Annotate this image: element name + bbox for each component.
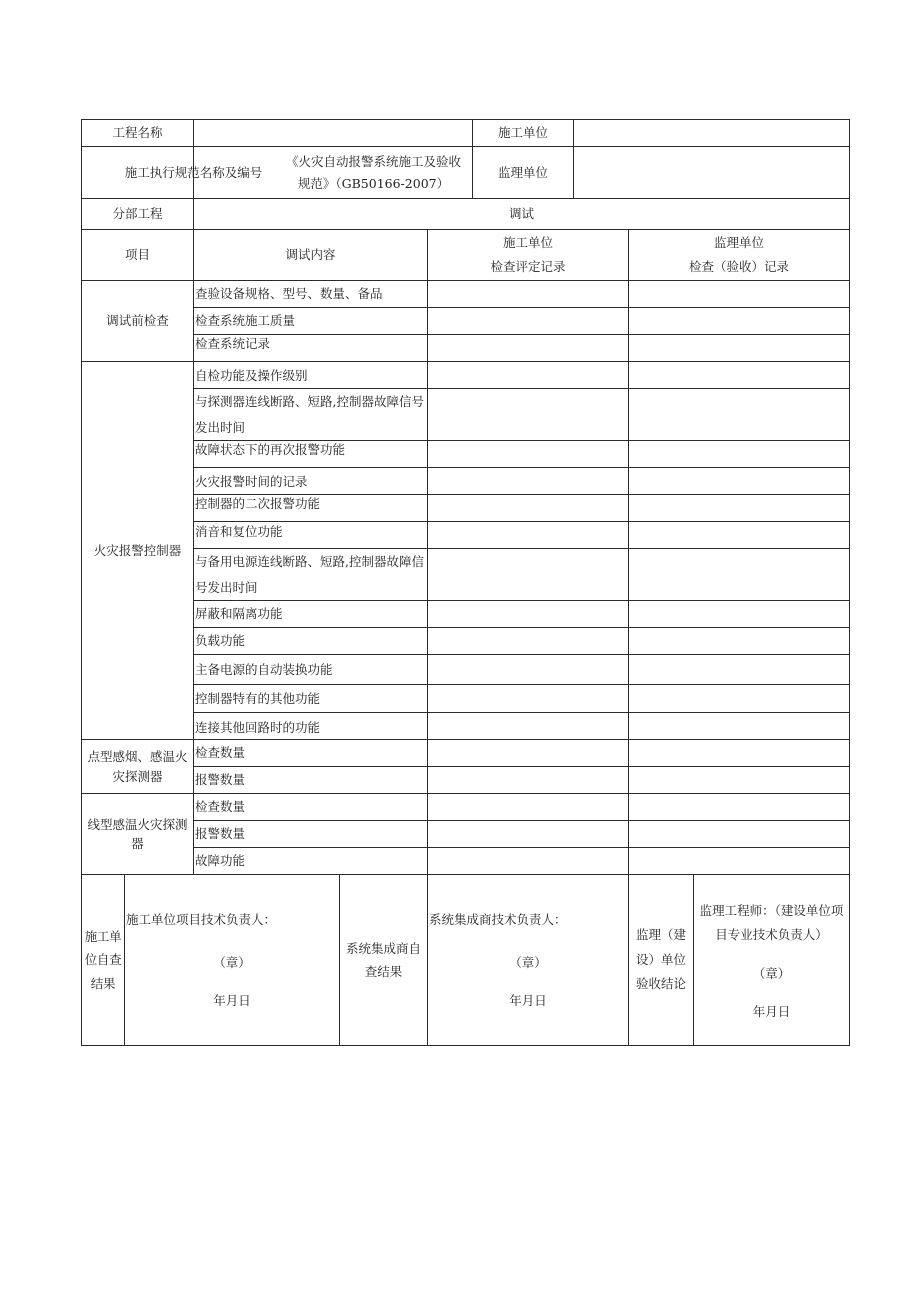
self-check-label: 施工单位自查结果 — [84, 929, 122, 991]
check-item: 控制器特有的其他功能 — [195, 690, 321, 706]
check-item: 连接其他回路时的功能 — [195, 719, 321, 735]
column-header-content: 调试内容 — [285, 247, 336, 263]
group-label-point-detector: 点型感烟、感温火灾探测器 — [87, 749, 188, 784]
check-item: 报警数量 — [195, 826, 246, 842]
column-header-construction-record-line2: 检查评定记录 — [490, 259, 566, 274]
supervision-unit-field[interactable] — [574, 147, 849, 198]
check-item: 与探测器连线断路、短路,控制器故障信号发出时间 — [195, 393, 424, 435]
check-item: 故障状态下的再次报警功能 — [195, 442, 346, 458]
integrator-check-label: 系统集成商自查结果 — [345, 940, 421, 979]
seal-placeholder: （章） — [509, 955, 547, 971]
supervision-engineer-label: 监理工程师：（建设单位项目专业技术负责人） — [699, 902, 844, 942]
standard-label: 施工执行规范名称及编号 — [124, 164, 263, 180]
rule — [81, 1045, 850, 1046]
check-item: 检查系统记录 — [195, 336, 271, 352]
date-placeholder: 年月日 — [752, 1003, 791, 1019]
construction-unit-field[interactable] — [574, 120, 849, 146]
supervision-unit-label: 监理单位 — [497, 164, 548, 180]
group-label-pre-check: 调试前检查 — [106, 313, 169, 329]
column-header-construction-record-line1: 施工单位 — [502, 234, 553, 250]
project-name-field[interactable] — [194, 120, 472, 146]
column-header-supervision-record — [629, 230, 849, 280]
check-item: 检查数量 — [195, 745, 246, 761]
check-item: 检查数量 — [195, 799, 246, 815]
check-item: 火灾报警时间的记录 — [195, 474, 308, 490]
check-item: 负载功能 — [195, 633, 246, 649]
integrator-signature-block — [428, 875, 628, 1045]
integrator-tech-lead-label: 系统集成商技术负责人： — [429, 911, 567, 927]
check-item: 检查系统施工质量 — [195, 313, 296, 329]
rule — [193, 467, 850, 468]
column-header-construction-record — [428, 230, 628, 280]
column-header-supervision-record-line2: 检查（验收）记录 — [688, 259, 789, 274]
group-label-line-detector: 线型感温火灾探测器 — [87, 816, 188, 851]
project-name-label: 工程名称 — [112, 125, 163, 141]
check-item: 自检功能及操作级别 — [195, 368, 308, 384]
supervision-conclusion-label: 监理（建设）单位验收结论 — [635, 927, 686, 992]
check-item: 主备电源的自动装换功能 — [195, 661, 333, 677]
check-item: 查验设备规格、型号、数量、备品 — [195, 286, 383, 302]
standard-value-line1: 《火灾自动报警系统施工及验收 — [285, 153, 461, 169]
subproject-value: 调试 — [508, 206, 534, 222]
construction-signature-block — [125, 875, 339, 1045]
seal-placeholder: （章） — [752, 966, 791, 982]
check-item: 控制器的二次报警功能 — [195, 496, 321, 512]
seal-placeholder: （章） — [213, 955, 251, 971]
column-header-item: 项目 — [124, 247, 150, 263]
column-header-supervision-record-line1: 监理单位 — [713, 234, 764, 250]
check-item: 报警数量 — [195, 772, 246, 788]
standard-value — [275, 147, 472, 198]
check-item: 与备用电源连线断路、短路,控制器故障信号发出时间 — [195, 553, 424, 595]
date-placeholder: 年月日 — [213, 992, 251, 1008]
check-item: 故障功能 — [195, 853, 246, 869]
check-item: 消音和复位功能 — [195, 524, 283, 540]
check-item: 屏蔽和隔离功能 — [195, 606, 283, 622]
construction-unit-label: 施工单位 — [497, 125, 548, 141]
rule — [849, 119, 850, 1046]
construction-tech-lead-label: 施工单位项目技术负责人： — [126, 911, 277, 927]
standard-value-line2: 规范》（GB50166-2007） — [297, 175, 450, 191]
supervision-signature-block — [694, 875, 849, 1045]
rule — [81, 361, 850, 362]
subproject-label: 分部工程 — [112, 206, 163, 222]
group-label-controller: 火灾报警控制器 — [93, 542, 182, 558]
date-placeholder: 年月日 — [509, 992, 547, 1008]
